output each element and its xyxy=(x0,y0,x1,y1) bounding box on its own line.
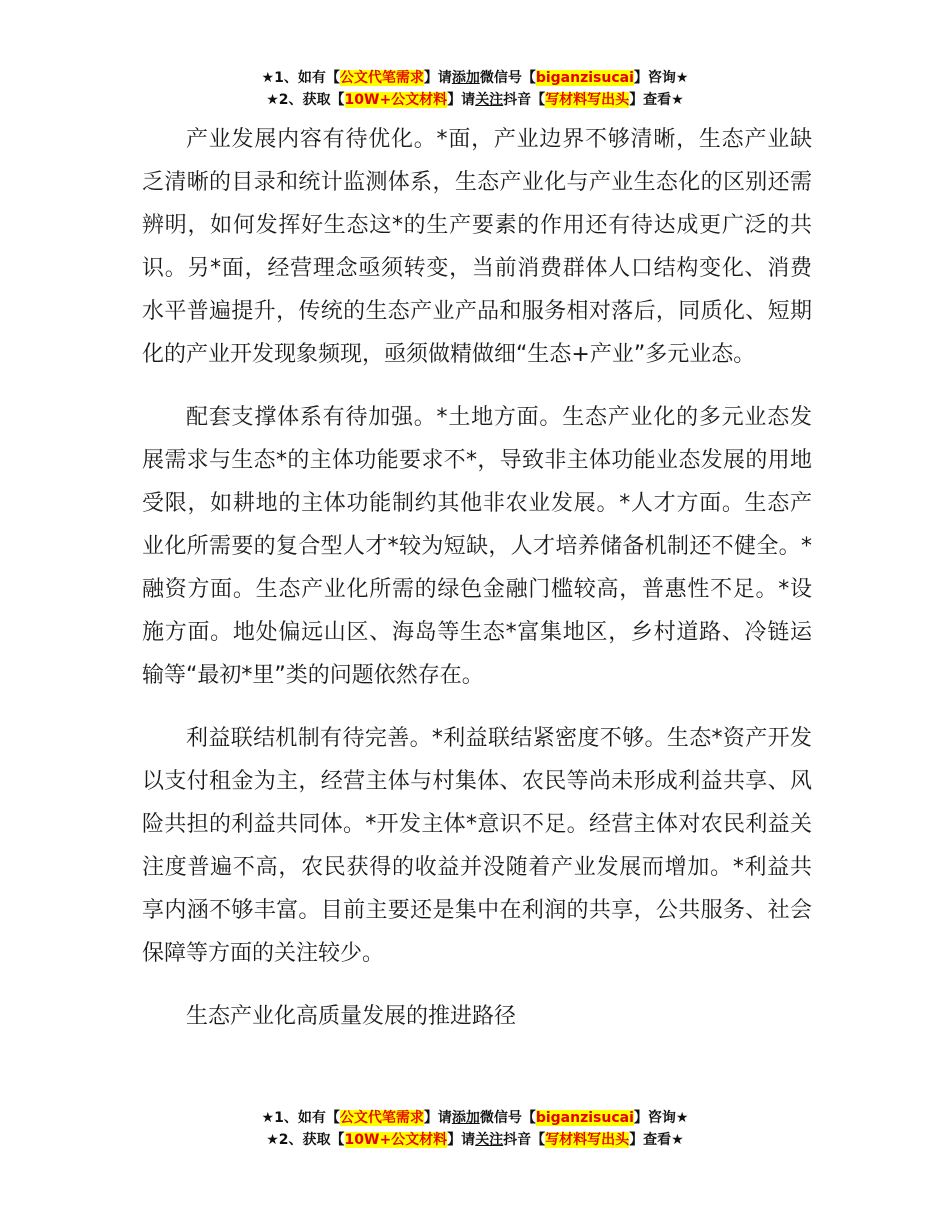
promo-text: 】咨询★ xyxy=(633,70,689,86)
promo-text: 】咨询★ xyxy=(633,1110,689,1126)
promo-text: 微信号【 xyxy=(479,1110,536,1126)
promo-highlight: 10W+公文材料 xyxy=(344,1132,448,1148)
section-heading: 生态产业化高质量发展的推进路径 xyxy=(186,1004,517,1029)
promo-line-2 xyxy=(0,89,950,111)
promo-text: 】请 xyxy=(423,1110,452,1126)
promo-banner-bottom xyxy=(0,1107,950,1151)
promo-text: 抖音【 xyxy=(503,92,546,108)
promo-text: 】请 xyxy=(423,70,452,86)
promo-highlight-wechat-id: biganzisucai xyxy=(535,1110,634,1126)
promo-underline: 添加 xyxy=(451,1110,480,1126)
promo-text: 微信号【 xyxy=(479,70,536,86)
promo-text: 】查看★ xyxy=(629,92,684,108)
paragraph-industry-content: 产业发展内容有待优化。*面，产业边界不够清晰，生态产业缺乏清晰的目录和统计监测体系，生态产业化与产业生态化的区别还需辨明，如何发挥好生态这*的生产要素的作用还有待达成更广泛的共识。另*面，经营理念亟须转变，当前消费群体人口结构变化、消费水平普遍提升，传统的生态产业产品和服务相对落后，同质化、短期化的产业开发现象频现，亟须做精做细“生态+产业”多元业态。 xyxy=(142,127,812,367)
promo-underline: 关注 xyxy=(475,1132,504,1148)
promo-text: 抖音【 xyxy=(503,1132,546,1148)
paragraph-support-system: 配套支撑体系有待加强。*土地方面。生态产业化的多元业态发展需求与生态*的主体功能要求不*，导致非主体功能业态发展的用地受限，如耕地的主体功能制约其他非农业发展。*人才方面。生态产业化所需要的复合型人才*较为短缺，人才培养储备机制还不健全。*融资方面。生态产业化所需的绿色金融门槛较高，普惠性不足。*设施方面。地处偏远山区、海岛等生态*富集地区，乡村道路、冷链运输等“最初*里”类的问题依然存在。 xyxy=(142,405,812,688)
promo-text: ★2、获取【 xyxy=(266,1132,345,1148)
promo-text: ★1、如有【 xyxy=(261,1110,340,1126)
promo-highlight: 公文代笔需求 xyxy=(339,70,424,86)
promo-highlight: 10W+公文材料 xyxy=(344,92,448,108)
promo-line-1 xyxy=(0,67,950,89)
paragraph-benefit-mechanism: 利益联结机制有待完善。*利益联结紧密度不够。生态*资产开发以支付租金为主，经营主体与村集体、农民等尚未形成利益共享、风险共担的利益共同体。*开发主体*意识不足。经营主体对农民利益关注度普遍不高，农民获得的收益并没随着产业发展而增加。*利益共享内涵不够丰富。目前主要还是集中在利润的共享，公共服务、社会保障等方面的关注较少。 xyxy=(142,726,812,966)
promo-text: 】查看★ xyxy=(629,1132,684,1148)
promo-text: ★2、获取【 xyxy=(266,92,345,108)
promo-underline: 关注 xyxy=(475,92,504,108)
promo-text: 】请 xyxy=(447,92,476,108)
document-body xyxy=(142,118,812,1038)
promo-text: ★1、如有【 xyxy=(261,70,340,86)
promo-highlight-douyin: 写材料写出头 xyxy=(545,1132,630,1148)
promo-highlight-wechat-id: biganzisucai xyxy=(535,70,634,86)
promo-line-2 xyxy=(0,1129,950,1151)
promo-underline: 添加 xyxy=(451,70,480,86)
promo-highlight-douyin: 写材料写出头 xyxy=(545,92,630,108)
promo-text: 】请 xyxy=(447,1132,476,1148)
promo-line-1 xyxy=(0,1107,950,1129)
promo-highlight: 公文代笔需求 xyxy=(339,1110,424,1126)
promo-banner-top xyxy=(0,67,950,111)
